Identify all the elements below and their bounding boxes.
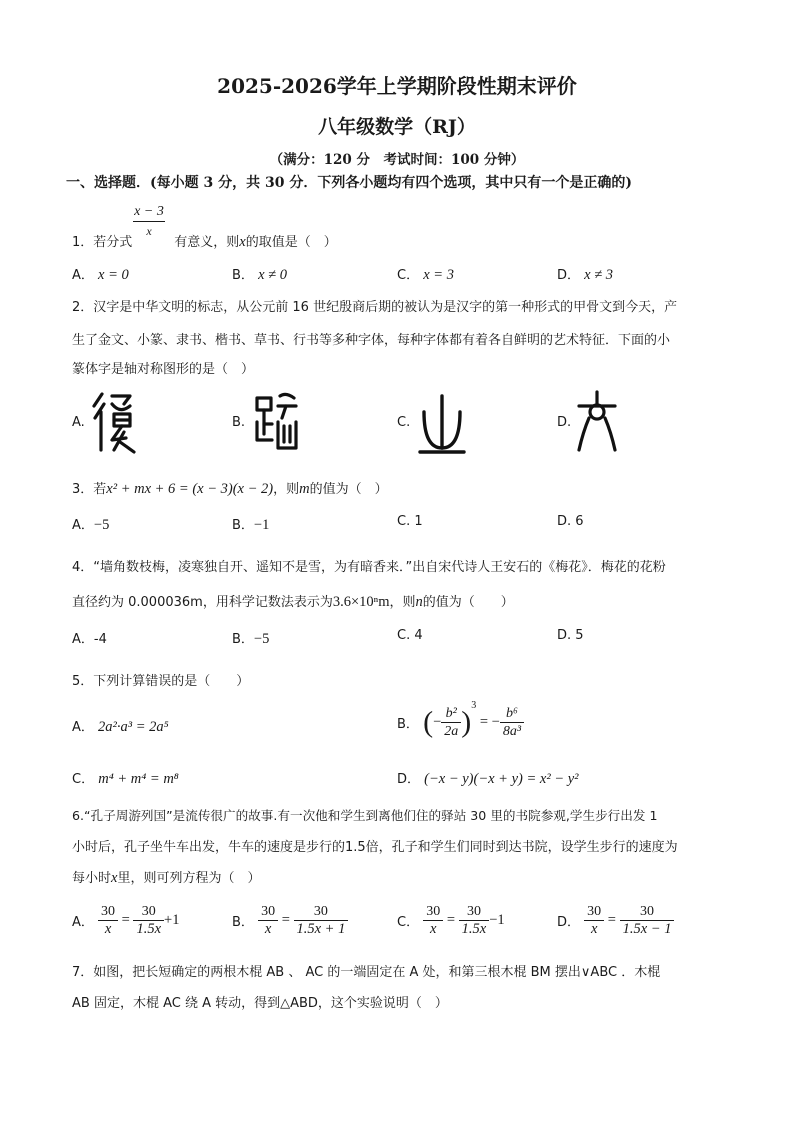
q6-var: x bbox=[111, 870, 118, 886]
option-value: 6 bbox=[575, 514, 584, 529]
option-value: x = 3 bbox=[423, 267, 454, 283]
q4-line-1: 4．“墙角数枝梅，凌寒独自开、遥知不是雪，为有暗香来．”出自宋代诗人王安石的《梅花》．梅花的花粉 bbox=[72, 560, 666, 575]
q4-line2-suffix: 的值为（ ） bbox=[422, 595, 514, 610]
q5-option-a[interactable] bbox=[72, 716, 169, 736]
q4-line2-mid: ，则 bbox=[389, 595, 416, 610]
q4-line2-prefix: 直径约为 0.000036m，用科学记数法表示为 bbox=[72, 595, 333, 610]
denominator: 2a bbox=[444, 724, 459, 739]
option-value: -4 bbox=[93, 632, 107, 647]
q5-stem: 5．下列计算错误的是（ ） bbox=[72, 674, 250, 689]
denominator: 8a³ bbox=[502, 724, 522, 739]
numerator: 30 bbox=[258, 903, 278, 921]
option-value: (−x − y)(−x + y) = x² − y² bbox=[424, 771, 579, 787]
q4-scientific-notation: 3.6×10ⁿm bbox=[332, 594, 390, 610]
q4-line-2 bbox=[72, 591, 514, 611]
denominator: x bbox=[590, 921, 598, 937]
option-label: B． bbox=[232, 632, 254, 647]
option-label: A． bbox=[72, 720, 94, 735]
q6-line-3 bbox=[72, 867, 260, 887]
equals-sign: = bbox=[604, 912, 620, 928]
q1-prefix: 1．若分式 bbox=[72, 235, 133, 250]
fraction bbox=[98, 903, 118, 938]
denominator: 1.5x bbox=[136, 921, 162, 937]
q5-b-rhs-fraction bbox=[500, 705, 524, 740]
q3-option-b[interactable] bbox=[232, 514, 269, 534]
q6-line3-prefix: 每小时 bbox=[72, 871, 112, 886]
equals-sign: = bbox=[443, 912, 459, 928]
equals-sign: = bbox=[278, 912, 294, 928]
option-label: C. bbox=[397, 628, 411, 643]
tail: +1 bbox=[164, 912, 180, 928]
fraction bbox=[459, 903, 490, 938]
fraction bbox=[620, 903, 675, 938]
fraction bbox=[258, 903, 278, 938]
option-label: C． bbox=[72, 772, 95, 787]
q2-option-a-label: A. bbox=[72, 415, 85, 430]
q2-line-3: 篆体字是轴对称图形的是（ ） bbox=[72, 362, 255, 377]
numerator: 30 bbox=[620, 903, 675, 921]
q6-option-b[interactable] bbox=[232, 903, 348, 938]
denominator: x bbox=[264, 921, 272, 937]
q3-var: m bbox=[299, 481, 310, 497]
numerator: 30 bbox=[584, 903, 604, 921]
option-value: 5 bbox=[575, 628, 584, 643]
q2-option-d-label: D. bbox=[557, 415, 572, 430]
equals-minus: = − bbox=[476, 714, 500, 730]
q4-option-c[interactable] bbox=[397, 628, 423, 643]
q5-option-d[interactable] bbox=[397, 768, 579, 788]
left-paren: ( bbox=[423, 705, 434, 739]
q6-option-a[interactable] bbox=[72, 903, 179, 938]
option-label: A． bbox=[72, 268, 94, 283]
q1-suffix2: 的取值是（ ） bbox=[245, 235, 337, 250]
q3-option-d[interactable] bbox=[557, 514, 584, 529]
option-label: C． bbox=[397, 268, 420, 283]
denominator: 1.5x + 1 bbox=[296, 921, 346, 937]
q1-stem bbox=[72, 231, 337, 251]
equals-sign: = bbox=[118, 912, 134, 928]
numerator: 30 bbox=[423, 903, 443, 921]
right-paren: ) bbox=[461, 705, 472, 739]
q6-option-c[interactable] bbox=[397, 903, 505, 938]
q2-option-c-seal-character[interactable] bbox=[416, 390, 468, 458]
option-label: D. bbox=[557, 628, 572, 643]
q1-var: x bbox=[239, 234, 246, 250]
q2-line-2: 生了金文、小篆、隶书、楷书、草书、行书等多种字体，每种字体都有着各自鲜明的艺术特征．下面的小 bbox=[72, 333, 671, 348]
q5-b-lhs-fraction bbox=[441, 705, 461, 740]
q4-option-a[interactable] bbox=[72, 628, 107, 647]
option-label: B． bbox=[397, 717, 419, 732]
q5-option-b[interactable] bbox=[397, 700, 524, 740]
q3-mid: ，则 bbox=[273, 482, 300, 497]
option-label: B． bbox=[232, 915, 254, 930]
q4-option-b[interactable] bbox=[232, 628, 269, 648]
option-label: A． bbox=[72, 632, 94, 647]
option-label: A． bbox=[72, 915, 94, 930]
q3-suffix: 的值为（ ） bbox=[309, 482, 388, 497]
q2-line-1: 2．汉字是中华文明的标志，从公元前 16 世纪殷商后期的被认为是汉字的第一种形式的甲骨文到今天，产 bbox=[72, 300, 678, 315]
option-value: 1 bbox=[414, 514, 423, 529]
denominator: 1.5x − 1 bbox=[622, 921, 672, 937]
q2-option-d-seal-character[interactable] bbox=[575, 388, 619, 456]
option-label: D. bbox=[557, 514, 572, 529]
numerator: 30 bbox=[133, 903, 164, 921]
q3-option-a[interactable] bbox=[72, 514, 109, 534]
q5-option-c[interactable] bbox=[72, 768, 179, 788]
exam-subtitle: 八年级数学（RJ） bbox=[318, 116, 476, 138]
denominator: x bbox=[430, 921, 437, 937]
option-label: B． bbox=[232, 268, 254, 283]
denominator: 1.5x bbox=[461, 921, 487, 937]
q1-option-b[interactable] bbox=[232, 264, 287, 284]
q6-line3-suffix: 里，则可列方程为（ ） bbox=[117, 871, 261, 886]
option-label: D． bbox=[557, 915, 581, 930]
numerator: b⁶ bbox=[500, 705, 524, 723]
option-label: D． bbox=[557, 268, 581, 283]
q6-option-d[interactable] bbox=[557, 903, 674, 938]
option-value: x ≠ 3 bbox=[584, 267, 614, 283]
q7-line-2: AB 固定，木棍 AC 绕 A 转动，得到△ABD，这个实验说明（ ） bbox=[72, 996, 448, 1011]
q1-suffix: 有意义，则 bbox=[174, 235, 240, 250]
exponent-3: 3 bbox=[471, 700, 477, 711]
q7-line-1: 7．如图，把长短确定的两根木棍 AB 、 AC 的一端固定在 A 处，和第三根木棍 BM 摆出∨ABC ．木棍 bbox=[72, 965, 661, 980]
numerator: 30 bbox=[98, 903, 118, 921]
q1-option-a[interactable] bbox=[72, 264, 129, 284]
option-label: B． bbox=[232, 518, 254, 533]
fraction bbox=[423, 903, 443, 938]
option-label: D． bbox=[397, 772, 421, 787]
q1-option-c[interactable] bbox=[397, 264, 454, 284]
q4-option-d[interactable] bbox=[557, 628, 584, 643]
exam-title: 2025-2026学年上学期阶段性期末评价 bbox=[217, 74, 577, 98]
numerator: 30 bbox=[459, 903, 490, 921]
numerator: 30 bbox=[294, 903, 349, 921]
q1-fraction-denominator: x bbox=[146, 224, 152, 238]
q2-option-a-seal-character[interactable] bbox=[90, 388, 138, 458]
q2-option-b-seal-character[interactable] bbox=[252, 390, 300, 458]
numerator: b² bbox=[441, 705, 461, 723]
section-heading: 一、选择题．(每小题 3 分，共 30 分．下列各小题均有四个选项，其中只有一个是正确的) bbox=[66, 175, 632, 191]
option-value: 4 bbox=[414, 628, 423, 643]
fraction bbox=[584, 903, 604, 938]
q4-var: n bbox=[415, 594, 423, 610]
q3-prefix: 3．若 bbox=[72, 482, 107, 497]
option-value: x ≠ 0 bbox=[258, 267, 287, 283]
tail: −1 bbox=[489, 912, 505, 928]
q6-line-1: 6.“孔子周游列国”是流传很广的故事.有一次他和学生到离他们住的驿站 30 里的书院参观,学生步行出发 1 bbox=[72, 808, 658, 823]
option-value: m⁴ + m⁴ = m⁸ bbox=[98, 771, 179, 787]
option-value: x = 0 bbox=[98, 267, 129, 283]
q6-line-2: 小时后，孔子坐牛车出发，牛车的速度是步行的1.5倍，孔子和学生们同时到达书院，设学生步行的速度为 bbox=[72, 840, 678, 855]
q3-equation: x² + mx + 6 = (x − 3)(x − 2) bbox=[106, 481, 274, 497]
option-value: −1 bbox=[253, 517, 270, 533]
q2-option-c-label: C. bbox=[397, 415, 411, 430]
q3-stem bbox=[72, 478, 388, 498]
option-value: −5 bbox=[93, 517, 110, 533]
option-value: 2a²·a³ = 2a⁵ bbox=[98, 719, 169, 735]
q1-fraction-numerator: x − 3 bbox=[133, 203, 165, 222]
q2-option-b-label: B. bbox=[232, 415, 246, 430]
option-label: C. bbox=[397, 514, 411, 529]
option-label: C． bbox=[397, 915, 420, 930]
fraction bbox=[294, 903, 349, 938]
fraction bbox=[133, 903, 164, 938]
option-label: A． bbox=[72, 518, 94, 533]
exam-meta: （满分：120 分 考试时间：100 分钟） bbox=[269, 152, 525, 168]
q1-option-d[interactable] bbox=[557, 264, 613, 284]
option-value: −5 bbox=[253, 631, 270, 647]
minus-sign: − bbox=[433, 714, 442, 730]
denominator: x bbox=[104, 921, 112, 937]
q3-option-c[interactable] bbox=[397, 514, 423, 529]
